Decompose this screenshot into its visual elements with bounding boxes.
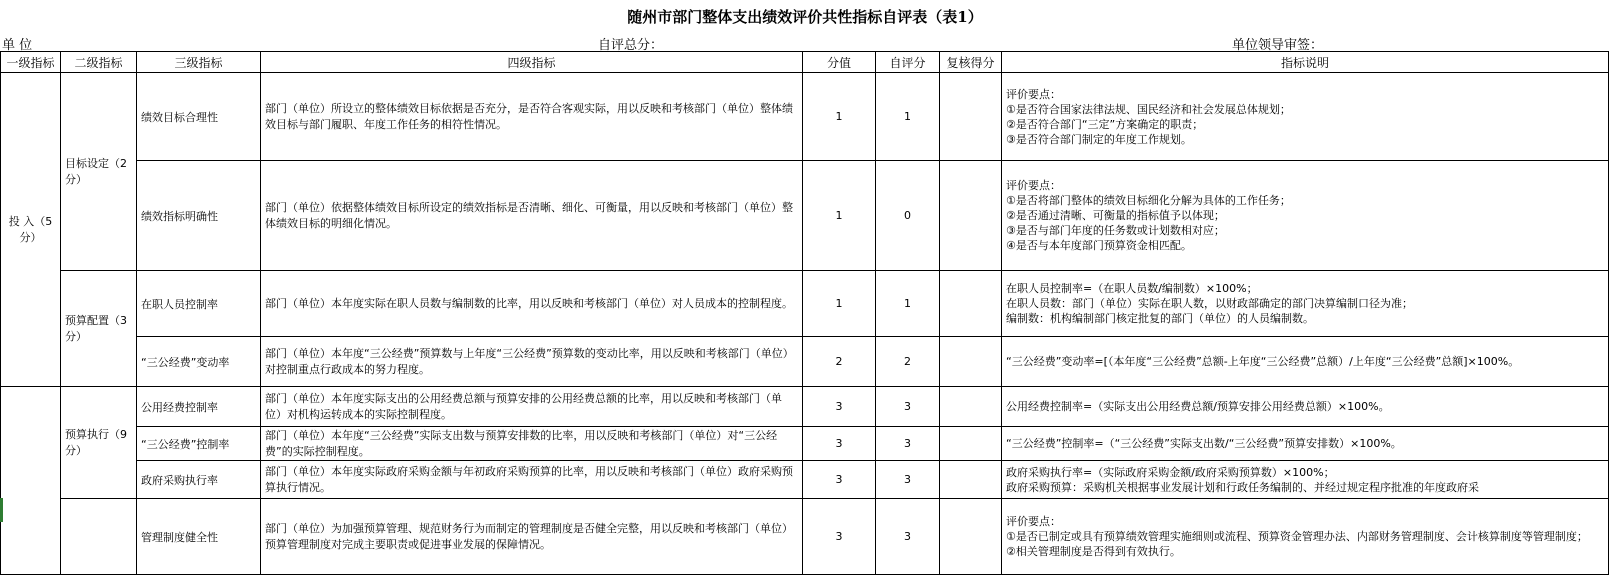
note-line: “三公经费”控制率=（“三公经费”实际支出数/“三公经费”预算安排数）×100%。: [1006, 437, 1402, 450]
score-cell: 1: [803, 161, 876, 271]
table-row: [1, 427, 1609, 461]
self-score-cell[interactable]: 1: [876, 271, 940, 337]
total-score-label: 自评总分：: [598, 38, 664, 53]
notes-cell: [1002, 161, 1609, 271]
note-line: 评价要点：: [1006, 179, 1061, 192]
level2-blank: [61, 499, 137, 575]
notes-cell: [1002, 461, 1609, 499]
level2-budget-config: 预算配置（3分）: [61, 271, 137, 387]
table-row: [1, 73, 1609, 161]
level4-cell: 部门（单位）本年度实际在职人员数与编制数的比率，用以反映和考核部门（单位）对人员成本的控制程度。: [261, 271, 803, 337]
note-line: ②是否通过清晰、可衡量的指标值予以体现；: [1006, 209, 1225, 222]
review-score-cell[interactable]: [940, 499, 1002, 575]
level3-cell: 管理制度健全性: [137, 499, 261, 575]
review-score-cell[interactable]: [940, 73, 1002, 161]
table-row: [1, 271, 1609, 337]
col-score: 分值: [803, 52, 876, 73]
col-level1: 一级指标: [1, 52, 61, 73]
score-cell: 2: [803, 337, 876, 387]
table-row: [1, 499, 1609, 575]
note-line: ①是否已制定或具有预算绩效管理实施细则或流程、预算资金管理办法、内部财务管理制度、会计核算制度等管理制度；: [1006, 530, 1588, 543]
note-line: 政府采购执行率=（实际政府采购金额/政府采购预算数）×100%；: [1006, 465, 1335, 479]
notes-cell: [1002, 387, 1609, 427]
level2-budget-exec: 预算执行（9分）: [61, 387, 137, 499]
self-score-cell[interactable]: 0: [876, 161, 940, 271]
self-score-cell[interactable]: 3: [876, 499, 940, 575]
note-line: “三公经费”变动率=[（本年度“三公经费”总额-上年度“三公经费”总额）/上年度“三公经费”总额]×100%。: [1006, 355, 1520, 368]
notes-cell: [1002, 271, 1609, 337]
review-score-cell[interactable]: [940, 427, 1002, 461]
note-line: 评价要点：: [1006, 87, 1061, 101]
table-row: [1, 337, 1609, 387]
table-row: [1, 461, 1609, 499]
note-line: 公用经费控制率=（实际支出公用经费总额/预算安排公用经费总额）×100%。: [1006, 400, 1390, 413]
self-score-cell[interactable]: 3: [876, 387, 940, 427]
level4-cell: 部门（单位）为加强预算管理、规范财务行为而制定的管理制度是否健全完整，用以反映和考核部门（单位）预算管理制度对完成主要职责或促进事业发展的保障情况。: [261, 499, 803, 575]
note-line: ①是否将部门整体的绩效目标细化分解为具体的工作任务；: [1006, 194, 1291, 207]
note-line: 在职人员控制率=（在职人员数/编制数）×100%；: [1006, 282, 1258, 295]
review-score-cell[interactable]: [940, 387, 1002, 427]
score-cell: 1: [803, 73, 876, 161]
self-score-cell[interactable]: 3: [876, 461, 940, 499]
col-level4: 四级指标: [261, 52, 803, 73]
score-cell: 3: [803, 387, 876, 427]
self-score-cell[interactable]: 3: [876, 427, 940, 461]
level3-cell: 绩效指标明确性: [137, 161, 261, 271]
level3-cell: “三公经费”控制率: [137, 427, 261, 461]
row-selection-marker: [0, 498, 3, 522]
level3-cell: 绩效目标合理性: [137, 73, 261, 161]
col-level3: 三级指标: [137, 52, 261, 73]
note-line: 政府采购预算：采购机关根据事业发展计划和行政任务编制的、并经过规定程序批准的年度政府采: [1006, 480, 1479, 494]
column-header-row: [1, 52, 1609, 73]
score-cell: 3: [803, 461, 876, 499]
col-notes: 指标说明: [1002, 52, 1609, 73]
unit-label: 单 位: [2, 38, 33, 53]
level4-cell: 部门（单位）本年度“三公经费”预算数与上年度“三公经费”预算数的变动比率，用以反映和考核部门（单位）对控制重点行政成本的努力程度。: [261, 337, 803, 387]
score-cell: 1: [803, 271, 876, 337]
level3-cell: “三公经费”变动率: [137, 337, 261, 387]
notes-cell: [1002, 499, 1609, 575]
table-row: [1, 161, 1609, 271]
score-cell: 3: [803, 499, 876, 575]
review-score-cell[interactable]: [940, 461, 1002, 499]
notes-cell: [1002, 337, 1609, 387]
level1-blank: [1, 387, 61, 575]
level1-input: 投 入（5分）: [1, 73, 61, 387]
note-line: ①是否符合国家法律法规、国民经济和社会发展总体规划；: [1006, 102, 1291, 116]
notes-cell: [1002, 73, 1609, 161]
level2-goal: 目标设定（2分）: [61, 73, 137, 271]
col-review-score: 复核得分: [940, 52, 1002, 73]
evaluation-table: [0, 51, 1609, 575]
review-score-cell[interactable]: [940, 271, 1002, 337]
level4-cell: 部门（单位）本年度实际政府采购金额与年初政府采购预算的比率，用以反映和考核部门（单位）政府采购预算执行情况。: [261, 461, 803, 499]
self-score-cell[interactable]: 1: [876, 73, 940, 161]
level4-cell: 部门（单位）本年度实际支出的公用经费总额与预算安排的公用经费总额的比率，用以反映和考核部门（单位）对机构运转成本的实际控制程度。: [261, 387, 803, 427]
note-line: 在职人员数：部门（单位）实际在职人数，以财政部确定的部门决算编制口径为准；: [1006, 297, 1413, 310]
level4-cell: 部门（单位）依据整体绩效目标所设定的绩效指标是否清晰、细化、可衡量，用以反映和考核部门（单位）整体绩效目标的明细化情况。: [261, 161, 803, 271]
note-line: ③是否符合部门制定的年度工作规划。: [1006, 132, 1192, 146]
leader-signoff-label: 单位领导审签：: [1232, 38, 1324, 53]
level4-cell: 部门（单位）所设立的整体绩效目标依据是否充分，是否符合客观实际，用以反映和考核部门（单位）整体绩效目标与部门履职、年度工作任务的相符性情况。: [261, 73, 803, 161]
level4-cell: 部门（单位）本年度“三公经费”实际支出数与预算安排数的比率，用以反映和考核部门（单位）对“三公经费”的实际控制程度。: [261, 427, 803, 461]
note-line: ③是否与部门年度的任务数或计划数相对应；: [1006, 224, 1225, 237]
score-cell: 3: [803, 427, 876, 461]
note-line: 编制数：机构编制部门核定批复的部门（单位）的人员编制数。: [1006, 312, 1314, 325]
col-self-score: 自评分: [876, 52, 940, 73]
self-score-cell[interactable]: 2: [876, 337, 940, 387]
note-line: ④是否与本年度部门预算资金相匹配。: [1006, 239, 1192, 252]
level3-cell: 在职人员控制率: [137, 271, 261, 337]
review-score-cell[interactable]: [940, 161, 1002, 271]
review-score-cell[interactable]: [940, 337, 1002, 387]
table-row: [1, 387, 1609, 427]
note-line: 评价要点：: [1006, 515, 1061, 528]
note-line: ②是否符合部门“三定”方案确定的职责；: [1006, 117, 1204, 131]
level3-cell: 政府采购执行率: [137, 461, 261, 499]
note-line: ②相关管理制度是否得到有效执行。: [1006, 545, 1181, 558]
notes-cell: [1002, 427, 1609, 461]
level3-cell: 公用经费控制率: [137, 387, 261, 427]
col-level2: 二级指标: [61, 52, 137, 73]
page-title: 随州市部门整体支出绩效评价共性指标自评表（表1）: [627, 8, 983, 26]
